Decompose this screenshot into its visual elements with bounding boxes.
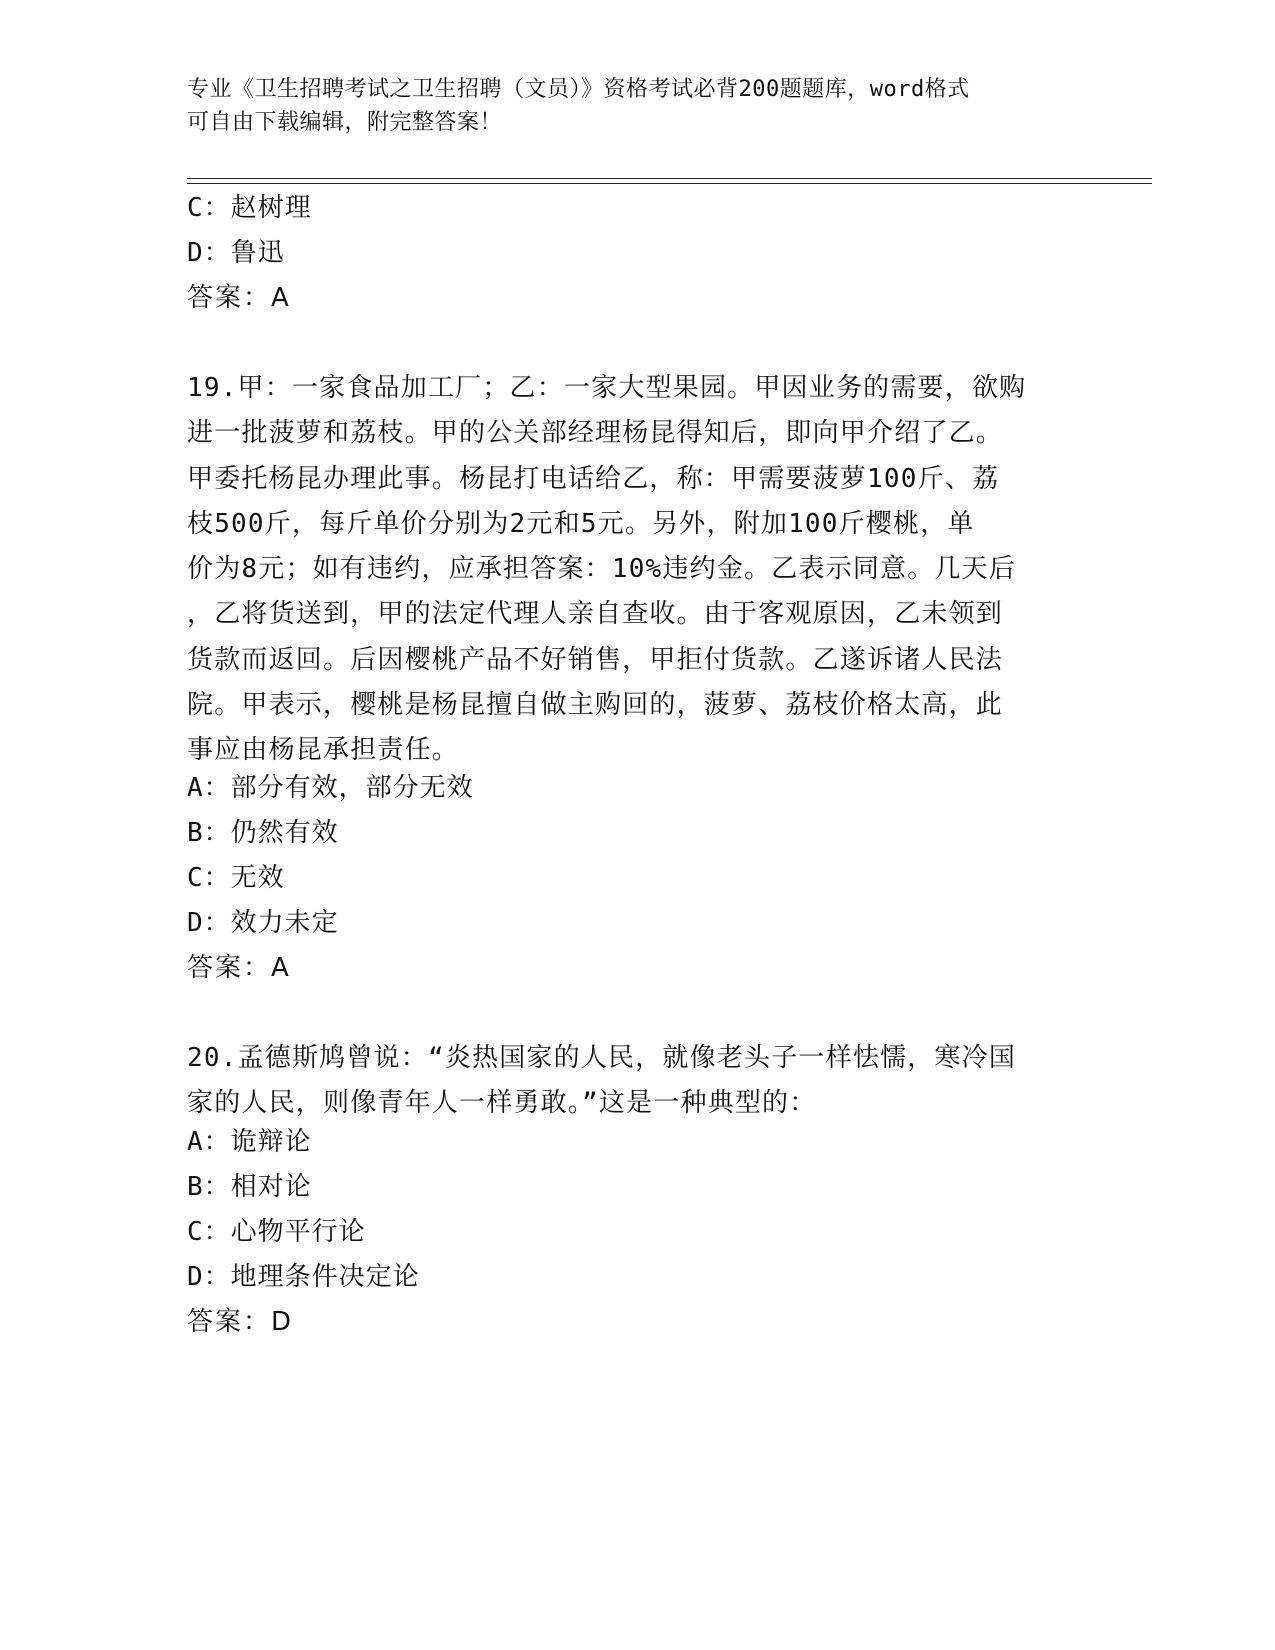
q20-stem: [187, 1036, 1067, 1127]
q19-stem-line: 枝500斤，每斤单价分别为2元和5元。另外，附加100斤樱桃，单: [187, 508, 975, 539]
q19-stem-line: 院。甲表示，樱桃是杨昆擅自做主购回的，菠萝、荔枝价格太高，此: [187, 690, 1004, 721]
q20-option-b: B：相对论: [187, 1172, 312, 1202]
q19-stem-line: 价为8元；如有违约，应承担答案：10%违约金。乙表示同意。几天后: [187, 554, 1017, 585]
q19-stem-line: 事应由杨昆承担责任。: [187, 735, 460, 766]
header-rule-bottom: [187, 183, 1152, 184]
q19-stem: [187, 366, 1067, 774]
q20-option-d: D：地理条件决定论: [187, 1262, 420, 1292]
q19-option-c: C：无效: [187, 863, 285, 893]
header-line-2: 可自由下载编辑，附完整答案！: [187, 110, 503, 135]
q20-option-a: A：诡辩论: [187, 1127, 312, 1157]
q19-answer: 答案：A: [187, 953, 291, 983]
q20-option-c: C：心物平行论: [187, 1217, 366, 1247]
q18-answer: 答案：A: [187, 283, 291, 313]
q19-option-b: B：仍然有效: [187, 818, 339, 848]
q20-stem-line: 20.孟德斯鸠曾说：“炎热国家的人民，就像老头子一样怯懦，寒冷国: [187, 1043, 1017, 1073]
q20-answer: 答案：D: [187, 1307, 294, 1337]
q19-option-a: A：部分有效，部分无效: [187, 773, 474, 803]
q19-stem-line: 进一批菠萝和荔枝。甲的公关部经理杨昆得知后，即向甲介绍了乙。: [187, 418, 1004, 449]
q19-stem-line: 19.甲：一家食品加工厂；乙：一家大型果园。甲因业务的需要，欲购: [187, 373, 1027, 403]
header-line-1: 专业《卫生招聘考试之卫生招聘（文员）》资格考试必背200题题库，word格式: [187, 77, 970, 102]
q19-stem-line: 甲委托杨昆办理此事。杨昆打电话给乙，称：甲需要菠萝100斤、荔: [187, 463, 1000, 494]
header-rule-top: [187, 178, 1152, 179]
q18-option-d: D：鲁迅: [187, 238, 285, 268]
document-header: [187, 73, 1067, 139]
q19-stem-line: 货款而返回。后因樱桃产品不好销售，甲拒付货款。乙遂诉诸人民法: [187, 644, 1004, 675]
q20-stem-line: 家的人民，则像青年人一样勇敢。”这是一种典型的：: [187, 1088, 817, 1119]
q19-stem-line: ，乙将货送到，甲的法定代理人亲自查收。由于客观原因，乙未领到: [187, 599, 1004, 630]
q19-option-d: D：效力未定: [187, 908, 339, 938]
q18-option-c: C：赵树理: [187, 193, 312, 223]
